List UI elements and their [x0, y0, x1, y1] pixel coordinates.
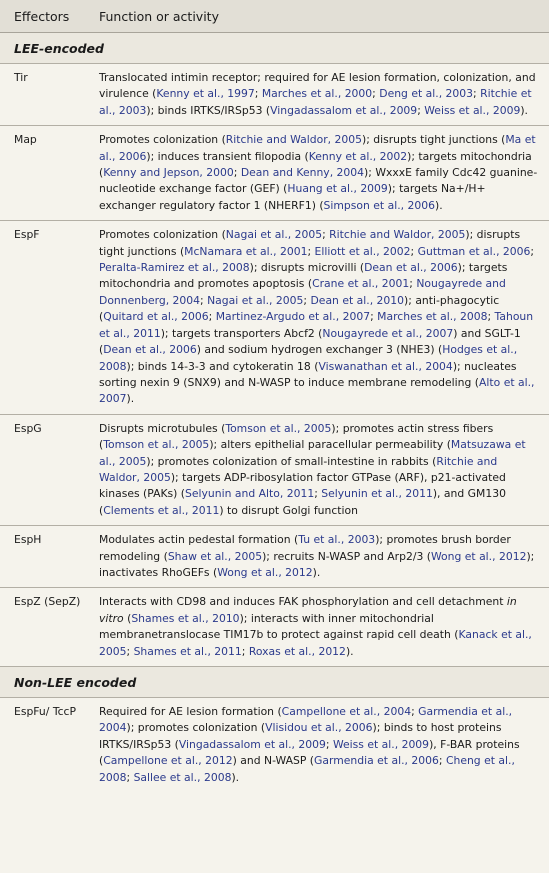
description-text: ); disrupts tight junctions (: [99, 228, 521, 258]
description-text: ), F-BAR proteins (: [99, 737, 520, 768]
citation-link[interactable]: Tahoun et al., 2011: [99, 310, 534, 340]
description-text: ;: [530, 244, 535, 258]
description-text: ); interacts with inner mitochondrial membranetranslocase TIM17b to protect against rapid cell death (: [99, 611, 459, 642]
description-text: ); targets Na+/H+ exchanger regulatory factor 1 (NHERF1) (: [99, 182, 486, 212]
citation-link[interactable]: Elliott et al., 2002: [314, 244, 411, 258]
citation-link[interactable]: Kenny et al., 2002: [308, 149, 408, 163]
description-text: ); anti-phagocytic (: [99, 293, 500, 324]
citation-link[interactable]: Wong et al., 2012: [217, 565, 313, 579]
citation-link[interactable]: Tu et al., 2003: [298, 533, 376, 547]
citation-link[interactable]: Tomson et al., 2005: [103, 438, 210, 452]
effector-name: EspF: [14, 228, 40, 242]
citation-link[interactable]: Dean et al., 2006: [103, 343, 197, 357]
citation-link[interactable]: Kenny et al., 1997: [156, 87, 255, 101]
description-text: ); alters epithelial paracellular permeability (: [209, 438, 451, 452]
citation-link[interactable]: Nagai et al., 2005: [207, 293, 304, 307]
effector-name: Tir: [14, 71, 28, 84]
description-text: Translocated intimin receptor; required for AE lesion formation, colonization, and virulence (: [99, 71, 536, 101]
description-text: ;: [314, 487, 322, 501]
description-text: ;: [487, 310, 495, 324]
citation-link[interactable]: Vlisidou et al., 2006: [265, 721, 373, 735]
description-text: ); nucleates sorting nexin 9 (SNX9) and N-WASP to induce membrane remodeling (: [99, 359, 517, 389]
description-text: Promotes colonization (: [99, 133, 226, 147]
description-text: Disrupts microtubules (: [99, 421, 226, 435]
citation-link[interactable]: Roxas et al., 2012: [248, 644, 346, 658]
citation-link[interactable]: Ma et al., 2006: [99, 133, 536, 163]
description-text: ), and GM130 (: [99, 487, 506, 517]
citation-link[interactable]: Ritchie and Waldor, 2005: [225, 133, 362, 147]
table-row: [0, 64, 549, 126]
citation-link[interactable]: Vingadassalom et al., 2009: [178, 737, 326, 751]
description-text: Modulates actin pedestal formation (: [99, 533, 299, 547]
description-text: ); recruits N-WASP and Arp2/3 (: [262, 549, 431, 563]
citation-link[interactable]: Kanack et al., 2005: [99, 628, 532, 658]
citation-link[interactable]: Clements et al., 2011: [103, 503, 220, 517]
description-text: (: [123, 611, 132, 625]
citation-link[interactable]: Wong et al., 2012: [430, 549, 527, 563]
citation-link[interactable]: Campellone et al., 2004: [281, 705, 412, 718]
description-text: ); binds to host proteins IRTKS/IRSp53 (: [99, 721, 502, 751]
description-text: ); inactivates RhoGEFs (: [99, 549, 535, 579]
table-row: [0, 415, 549, 526]
header-function: Function or activity: [99, 8, 219, 24]
description-text: ;: [372, 87, 380, 101]
citation-link[interactable]: Matsuzawa et al., 2005: [99, 438, 526, 468]
citation-link[interactable]: Tomson et al., 2005: [225, 421, 332, 435]
citation-link[interactable]: Nougayrede and Donnenberg, 2004: [99, 277, 506, 307]
effector-name: EspZ (SepZ): [14, 595, 81, 609]
citation-link[interactable]: Alto et al., 2007: [99, 375, 535, 406]
description-text: Interacts with CD98 and induces FAK phosphorylation and cell detachment: [99, 595, 507, 609]
description-text: ).: [434, 198, 443, 212]
header-effectors: Effectors: [14, 8, 70, 24]
description-text: in vitro: [99, 595, 517, 625]
citation-link[interactable]: Nougayrede et al., 2007: [322, 326, 454, 340]
citation-link[interactable]: Quitard et al., 2006: [103, 310, 209, 324]
section-heading: LEE-encoded: [0, 33, 549, 64]
description-text: ); promotes brush border remodeling (: [99, 533, 511, 563]
description-text: ;: [409, 277, 417, 291]
description-text: Promotes colonization (: [99, 228, 226, 242]
description-text: ;: [438, 754, 446, 768]
table-row: [0, 526, 549, 588]
citation-link[interactable]: Marches et al., 2008: [377, 310, 488, 324]
table-row: [0, 126, 549, 221]
citation-link[interactable]: Shaw et al., 2005: [167, 549, 263, 563]
citation-link[interactable]: Ritchie et al., 2003: [99, 87, 532, 117]
citation-link[interactable]: Dean and Kenny, 2004: [240, 166, 365, 180]
description-text: ).: [312, 565, 321, 579]
description-text: ).: [126, 392, 135, 406]
description-text: Required for AE lesion formation (: [99, 705, 282, 718]
function-description: [99, 704, 549, 786]
function-description: [99, 227, 549, 407]
description-text: ); disrupts microvilli (: [249, 261, 365, 275]
description-text: ;: [411, 705, 419, 718]
description-text: ;: [417, 103, 425, 117]
citation-link[interactable]: Dean et al., 2006: [364, 261, 458, 275]
description-text: ;: [370, 310, 378, 324]
citation-link[interactable]: Guttman et al., 2006: [417, 244, 531, 258]
description-text: ;: [200, 293, 208, 307]
table-header: [0, 0, 549, 33]
description-text: ); binds 14-3-3 and cytokeratin 18 (: [126, 359, 319, 373]
citation-link[interactable]: Weiss et al., 2009: [332, 737, 430, 751]
citation-link[interactable]: Marches et al., 2000: [261, 87, 373, 101]
effector-name: Map: [14, 133, 37, 147]
function-description: [99, 70, 549, 119]
table-row: [0, 588, 549, 667]
table-row: [0, 221, 549, 414]
citation-link[interactable]: Martinez-Argudo et al., 2007: [215, 310, 371, 324]
description-text: ;: [233, 166, 241, 180]
description-text: ) to disrupt Golgi function: [219, 503, 358, 517]
description-text: ); disrupts tight junctions (: [361, 133, 506, 147]
citation-link[interactable]: Nagai et al., 2005: [225, 228, 323, 242]
description-text: ;: [325, 737, 333, 751]
citation-link[interactable]: Hodges et al., 2008: [99, 343, 518, 373]
table-body: [0, 33, 549, 792]
description-text: ;: [303, 293, 311, 307]
effector-name: EspFu/ TccP: [14, 705, 76, 718]
citation-link[interactable]: Garmendia et al., 2004: [99, 705, 513, 735]
effector-name: EspH: [14, 533, 42, 547]
description-text: ); induces transient filopodia (: [146, 149, 309, 163]
description-text: ) and N-WASP (: [232, 754, 315, 768]
description-text: ;: [254, 87, 262, 101]
section-heading: Non-LEE encoded: [0, 667, 549, 698]
citation-link[interactable]: Ritchie and Waldor, 2005: [329, 228, 466, 242]
citation-link[interactable]: Shames et al., 2011: [133, 644, 242, 658]
citation-link[interactable]: Selyunin and Alto, 2011: [185, 487, 315, 501]
citation-link[interactable]: Dean et al., 2010: [310, 293, 405, 307]
citation-link[interactable]: Huang et al., 2009: [287, 182, 388, 196]
description-text: ;: [307, 244, 315, 258]
description-text: ); targets transporters Abcf2 (: [160, 326, 323, 340]
description-text: ); targets mitochondria (: [99, 149, 532, 180]
description-text: ); promotes colonization of small-intestine in rabbits (: [146, 454, 437, 468]
description-text: ); promotes actin stress fibers (: [99, 421, 494, 452]
description-text: ).: [520, 103, 528, 117]
citation-link[interactable]: Simpson et al., 2006: [323, 198, 435, 212]
citation-link[interactable]: Crane et al., 2001: [312, 277, 410, 291]
function-description: [99, 594, 549, 660]
description-text: ;: [208, 310, 216, 324]
function-description: [99, 421, 549, 519]
citation-link[interactable]: Weiss et al., 2009: [424, 103, 521, 117]
description-text: ;: [410, 244, 418, 258]
effector-name: EspG: [14, 421, 42, 435]
citation-link[interactable]: Deng et al., 2003: [379, 87, 474, 101]
citation-link[interactable]: Shames et al., 2010: [131, 611, 240, 625]
table-row: [0, 698, 549, 792]
citation-link[interactable]: Viswanathan et al., 2004: [318, 359, 453, 373]
description-text: ).: [231, 770, 240, 784]
description-text: ) and SGLT-1 (: [99, 326, 521, 357]
description-text: ); WxxxE family Cdc42 guanine-nucleotide exchange factor (GEF) (: [99, 166, 538, 196]
description-text: ;: [473, 87, 481, 101]
citation-link[interactable]: Vingadassalom et al., 2009: [270, 103, 418, 117]
description-text: ).: [345, 644, 354, 658]
citation-link[interactable]: Sallee et al., 2008: [133, 770, 232, 784]
citation-link[interactable]: Peralta-Ramirez et al., 2008: [99, 261, 250, 275]
citation-link[interactable]: McNamara et al., 2001: [184, 244, 308, 258]
description-text: ); targets ADP-ribosylation factor GTPase (ARF), p21-activated kinases (PAKs) (: [99, 470, 506, 501]
citation-link[interactable]: Kenny and Jepson, 2000: [103, 166, 234, 180]
description-text: ;: [126, 644, 134, 658]
citation-link[interactable]: Cheng et al., 2008: [99, 754, 515, 784]
description-text: ); binds IRTKS/IRSp53 (: [146, 103, 271, 117]
function-description: [99, 132, 549, 214]
description-text: ;: [322, 228, 330, 242]
citation-link[interactable]: Garmendia et al., 2006: [314, 754, 439, 768]
function-description: [99, 532, 549, 581]
description-text: ); targets mitochondria and promotes apoptosis (: [99, 261, 508, 291]
description-text: ); promotes colonization (: [126, 721, 266, 735]
description-text: ) and sodium hydrogen exchanger 3 (NHE3) (: [196, 343, 443, 357]
description-text: ;: [126, 770, 134, 784]
description-text: ;: [241, 644, 249, 658]
citation-link[interactable]: Campellone et al., 2012: [103, 754, 233, 768]
citation-link[interactable]: Ritchie and Waldor, 2005: [99, 454, 498, 484]
citation-link[interactable]: Selyunin et al., 2011: [321, 487, 433, 501]
